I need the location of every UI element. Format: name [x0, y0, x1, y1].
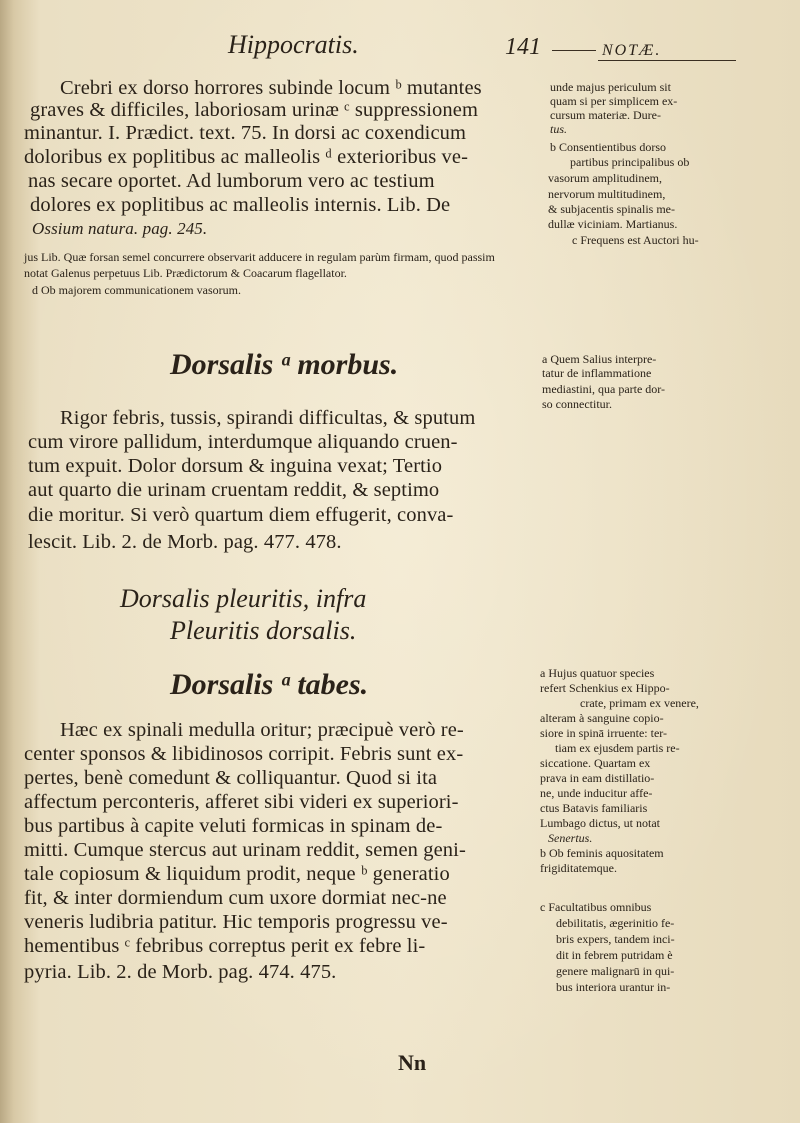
- side-note: siccatione. Quartam ex: [540, 756, 651, 770]
- section1-line: lescit. Lib. 2. de Morb. pag. 477. 478.: [28, 531, 342, 553]
- side-note: so connectitur.: [542, 397, 612, 411]
- side-note: nervorum multitudinem,: [548, 187, 666, 201]
- side-note: refert Schenkius ex Hippo-: [540, 681, 670, 695]
- wide-note: notat Galenus perpetuus Lib. Prædictorum & Coacarum flagellator.: [24, 266, 347, 280]
- side-note: prava in eam distillatio-: [540, 771, 655, 785]
- block1-line: doloribus ex poplitibus ac malleolis ᵈ exterioribus ve-: [24, 146, 468, 168]
- side-note: bus interiora urantur in-: [556, 980, 671, 994]
- block1-line: nas secare oportet. Ad lumborum vero ac testium: [28, 170, 435, 192]
- running-title: Hippocratis.: [228, 30, 359, 59]
- section3-line: hementibus ᶜ febribus correptus perit ex febre li-: [24, 935, 426, 957]
- section1-line: aut quarto die urinam cruentam reddit, & septimo: [28, 479, 440, 501]
- header-rule-right: [598, 60, 736, 61]
- side-note: a Hujus quatuor species: [540, 666, 655, 680]
- block1-line: minantur. I. Prædict. text. 75. In dorsi ac coxendicum: [24, 122, 467, 144]
- wide-note: jus Lib. Quæ forsan semel concurrere observarit adducere in regulam parùm firmam, quod passim: [24, 250, 495, 264]
- section3-line: affectum perconteris, afferet sibi videri ex superiori-: [24, 791, 459, 813]
- section3-line: pertes, benè comedunt & colliquantur. Quod si ita: [24, 767, 438, 789]
- cross-ref-title: Pleuritis dorsalis.: [170, 616, 357, 645]
- block1-line: Ossium natura. pag. 245.: [32, 219, 208, 238]
- side-note: bris expers, tandem inci-: [556, 932, 675, 946]
- section3-line: fit, & inter dormiendum cum uxore dormiat nec-ne: [24, 887, 447, 909]
- side-note: dullæ viciniam. Martianus.: [548, 217, 678, 231]
- side-note: unde majus periculum sit: [550, 80, 671, 94]
- side-note: Senertus.: [548, 831, 593, 845]
- side-note: a Quem Salius interpre-: [542, 352, 657, 366]
- side-note: b Ob feminis aquositatem: [540, 846, 664, 860]
- header-rule-left: [552, 50, 596, 51]
- side-note: partibus principalibus ob: [570, 155, 690, 169]
- side-note: vasorum amplitudinem,: [548, 171, 662, 185]
- side-note: mediastini, qua parte dor-: [542, 382, 666, 396]
- section3-line: veneris ludibria patitur. Hic temporis progressu ve-: [24, 911, 448, 933]
- side-note: cursum materiæ. Dure-: [550, 108, 661, 122]
- section3-line: mitti. Cumque stercus aut urinam reddit, semen geni-: [24, 839, 466, 861]
- side-note: ne, unde inducitur affe-: [540, 786, 653, 800]
- cross-ref-title: Dorsalis pleuritis, infra: [120, 584, 367, 613]
- side-note: siore in spinā irruente: ter-: [540, 726, 668, 740]
- side-note: b Consentientibus dorso: [550, 140, 666, 154]
- side-note: tatur de inflammatione: [542, 366, 652, 380]
- block1-line: dolores ex poplitibus ac malleolis internis. Lib. De: [30, 194, 451, 216]
- side-note: crate, primam ex venere,: [580, 696, 699, 710]
- side-note: dit in febrem putridam è: [556, 948, 673, 962]
- side-note: quam si per simplicem ex-: [550, 94, 678, 108]
- signature-mark: Nn: [398, 1050, 427, 1075]
- notes-label: NOTÆ.: [602, 42, 662, 59]
- wide-note: d Ob majorem communicationem vasorum.: [32, 283, 241, 297]
- side-note: genere malignarū in qui-: [556, 964, 675, 978]
- section3-line: bus partibus à capite veluti formicas in spinam de-: [24, 815, 443, 837]
- section1-line: die moritur. Si verò quartum diem effugerit, conva-: [28, 504, 454, 526]
- side-note: ctus Batavis familiaris: [540, 801, 648, 815]
- side-note: c Facultatibus omnibus: [540, 900, 652, 914]
- section3-line: tale copiosum & liquidum prodit, neque ᵇ generatio: [24, 863, 450, 885]
- section1-line: tum expuit. Dolor dorsum & inguina vexat; Tertio: [28, 455, 443, 477]
- section1-line: Rigor febris, tussis, spirandi difficultas, & sputum: [60, 407, 476, 429]
- side-note: & subjacentis spinalis me-: [548, 202, 675, 216]
- side-note: Lumbago dictus, ut notat: [540, 816, 660, 830]
- page-number: 141: [505, 34, 541, 60]
- block1-line: graves & difficiles, laboriosam urinæ ᶜ suppressionem: [30, 99, 478, 121]
- side-note: frigiditatemque.: [540, 861, 617, 875]
- side-note: tus.: [550, 122, 568, 136]
- side-note: debilitatis, ægerinitio fe-: [556, 916, 675, 930]
- side-note: alteram à sanguine copio-: [540, 711, 664, 725]
- block1-line: Crebri ex dorso horrores subinde locum ᵇ mutantes: [60, 77, 482, 99]
- section-title: Dorsalis ᵃ tabes.: [170, 668, 369, 701]
- section-title: Dorsalis ᵃ morbus.: [170, 348, 399, 381]
- section3-line: center sponsos & libidinosos corripit. Febris sunt ex-: [24, 743, 464, 765]
- section1-line: cum virore pallidum, interdumque aliquando cruen-: [28, 431, 458, 453]
- side-note: c Frequens est Auctori hu-: [572, 233, 699, 247]
- side-note: tiam ex ejusdem partis re-: [555, 741, 680, 755]
- section3-line: pyria. Lib. 2. de Morb. pag. 474. 475.: [24, 961, 337, 983]
- section3-line: Hæc ex spinali medulla oritur; præcipuè verò re-: [60, 719, 464, 741]
